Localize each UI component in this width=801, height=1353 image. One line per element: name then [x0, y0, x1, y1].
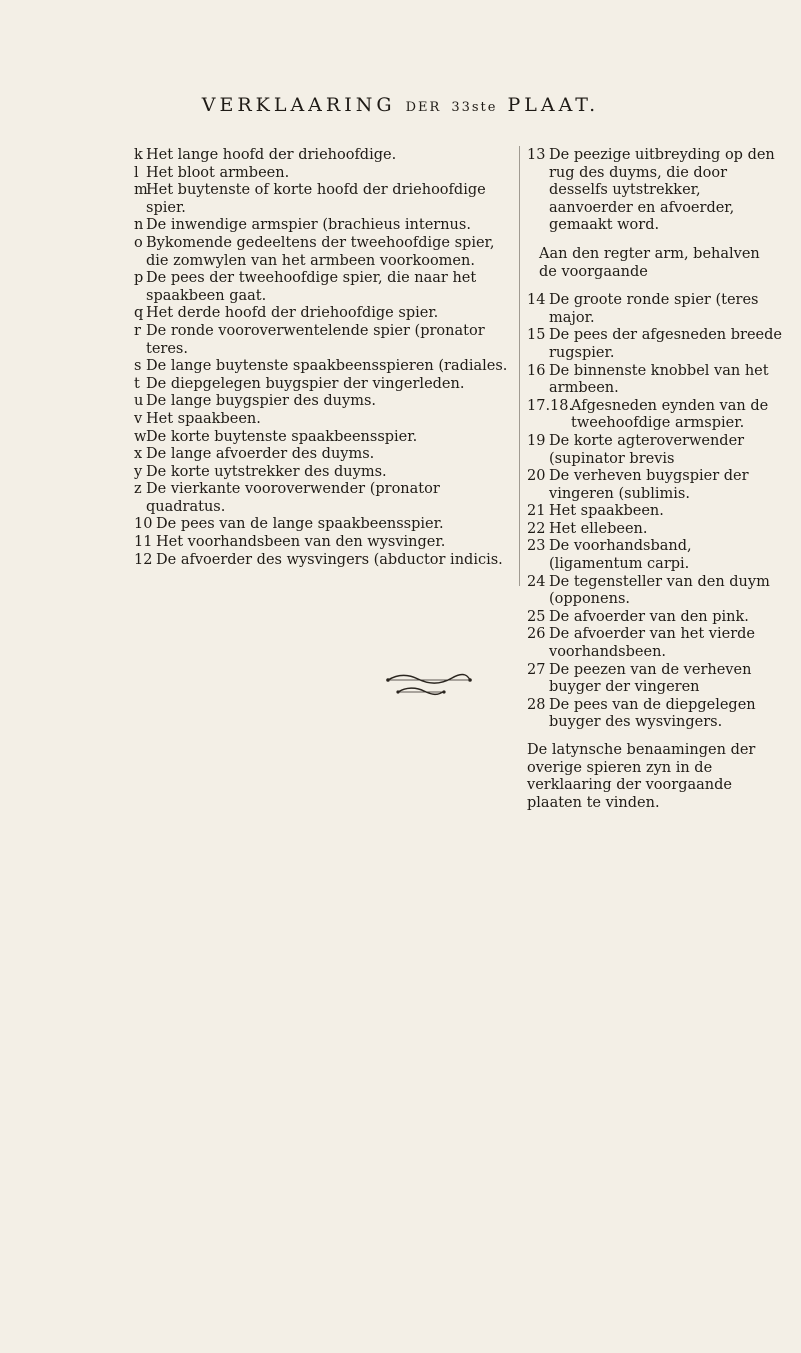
legend-item: 16 De binnenste knobbel van het armbeen.: [527, 362, 769, 397]
legend-item: y De korte uytstrekker des duyms.: [134, 463, 387, 480]
legend-item: s De lange buytenste spaakbeensspieren (radiales.: [134, 358, 508, 375]
legend-item: k Het lange hoofd der driehoofdige.: [134, 147, 397, 163]
legend-item: p De pees der tweehoofdige spier, die naar het spaakbeen gaat.: [134, 270, 477, 304]
legend-item: 28 De pees van de diepgelegen buyger des wysvingers.: [527, 696, 756, 731]
header-plaat: PLAAT.: [507, 94, 600, 116]
legend-item: 11 Het voorhandsbeen van den wysvinger.: [134, 534, 446, 551]
legend-item: 27 De peezen van de verheven buyger der vingeren: [527, 661, 752, 696]
legend-item: 21 Het spaakbeen.: [527, 503, 664, 520]
left-column: [134, 147, 514, 569]
legend-item: 24 De tegensteller van den duym (opponens.: [527, 573, 770, 608]
legend-item: 17.18. Afgesneden eynden van de tweehoofdige armspier.: [527, 397, 769, 432]
legend-item: 12 De afvoerder des wysvingers (abductor indicis.: [134, 551, 503, 568]
legend-item: 23 De voorhandsband, (ligamentum carpi.: [527, 538, 692, 573]
decorative-ornament: [384, 672, 474, 700]
legend-item: r De ronde vooroverwentelende spier (pronator teres.: [134, 322, 485, 357]
right-column: [527, 147, 782, 812]
legend-item: 25 De afvoerder van den pink.: [527, 608, 749, 625]
spacer: [527, 281, 782, 292]
legend-item: v Het spaakbeen.: [134, 410, 261, 427]
legend-item: 13 De peezige uitbreyding op den rug des duyms, die door desselfs uytstrekker, aanvoerder en afvoerder, gemaakt word.: [527, 147, 775, 234]
legend-item: 26 De afvoerder van het vierde voorhandsbeen.: [527, 626, 756, 661]
legend-item: 20 De verheven buygspier der vingeren (sublimis.: [527, 468, 749, 502]
legend-item: 19 De korte agteroverwender (supinator brevis: [527, 432, 745, 467]
legend-item: n De inwendige armspier (brachieus internus.: [134, 217, 471, 234]
closing-note: De latynsche benaamingen der overige spieren zyn in de verklaaring der voorgaande plaaten te vinden.: [527, 742, 756, 811]
header-der: DER: [405, 100, 442, 115]
section-heading: Aan den regter arm, behalven de voorgaande: [539, 245, 760, 280]
legend-item: 10 De pees van de lange spaakbeensspier.: [134, 516, 444, 533]
legend-item: w De korte buytenste spaakbeensspier.: [134, 428, 418, 445]
legend-item: m Het buytenste of korte hoofd der driehoofdige spier.: [134, 182, 486, 216]
legend-item: l Het bloot armbeen.: [134, 164, 290, 181]
legend-item: u De lange buygspier des duyms.: [134, 393, 377, 410]
header-verklaaring: VERKLAARING: [201, 94, 396, 116]
column-divider: [519, 146, 520, 586]
legend-item: o Bykomende gedeeltens der tweehoofdige spier, die zomwylen van het armbeen voorkoomen.: [134, 234, 495, 269]
legend-item: x De lange afvoerder des duyms.: [134, 446, 375, 463]
legend-item: 15 De pees der afgesneden breede rugspier.: [527, 327, 782, 361]
header-plate-number: 33ste: [451, 100, 498, 115]
legend-item: q Het derde hoofd der driehoofdige spier.: [134, 305, 439, 322]
legend-item: 14 De groote ronde spier (teres major.: [527, 292, 759, 326]
legend-item: 22 Het ellebeen.: [527, 520, 648, 537]
page-header: [0, 94, 801, 116]
spacer: [527, 235, 782, 246]
legend-item: z De vierkante vooroverwender (pronator quadratus.: [134, 481, 440, 515]
legend-item: t De diepgelegen buygspier der vingerleden.: [134, 375, 465, 392]
